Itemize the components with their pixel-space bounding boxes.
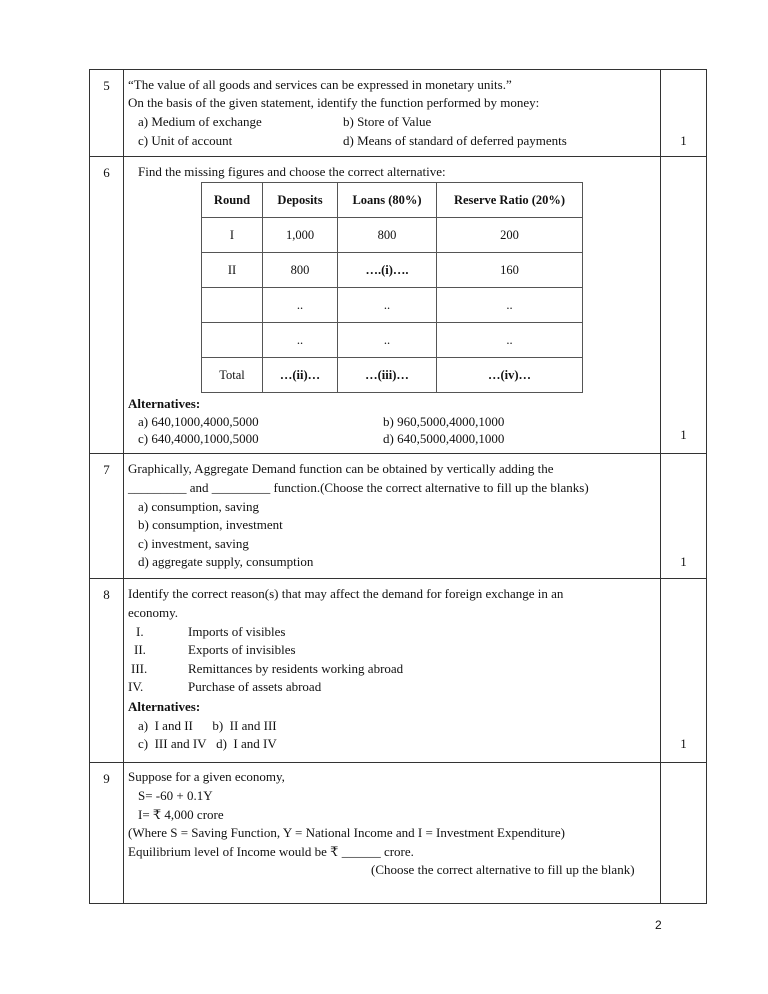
table-cell: .. — [338, 288, 437, 323]
question-text: Suppose for a given economy, — [128, 769, 285, 784]
option-d: d) 640,5000,4000,1000 — [383, 431, 505, 446]
option-c-d: c) III and IV d) I and IV — [138, 736, 277, 751]
marks-value: 1 — [680, 133, 687, 148]
question-row-7 — [89, 453, 707, 579]
table-cell: I — [202, 218, 263, 253]
question-instruction: (Choose the correct alternative to fill up the blank) — [371, 862, 635, 877]
table-cell — [202, 323, 263, 358]
table-header-row — [202, 183, 583, 218]
question-text: economy. — [128, 605, 179, 620]
table-total-row — [202, 358, 583, 393]
table-cell: …(ii)… — [263, 358, 338, 393]
table-cell: .. — [437, 288, 583, 323]
table-row — [202, 288, 583, 323]
list-item-number: III. — [131, 661, 148, 676]
question-row-8 — [89, 578, 707, 763]
option-c: c) investment, saving — [138, 536, 249, 551]
question-number: 7 — [103, 462, 110, 477]
option-d: d) aggregate supply, consumption — [138, 554, 314, 569]
page-number: 2 — [655, 918, 662, 932]
table-cell: …(iii)… — [338, 358, 437, 393]
question-text: _________ and _________ function.(Choose the correct alternative to fill up the blanks) — [128, 480, 589, 495]
question-text: (Where S = Saving Function, Y = National Income and I = Investment Expenditure) — [128, 825, 565, 840]
list-item-text: Exports of invisibles — [188, 642, 296, 657]
alternatives-heading: Alternatives: — [128, 699, 201, 714]
marks-cell — [660, 157, 706, 453]
option-b: b) 960,5000,4000,1000 — [383, 414, 505, 429]
column-header: Deposits — [263, 183, 338, 218]
table-cell: .. — [263, 323, 338, 358]
question-text: On the basis of the given statement, identify the function performed by money: — [128, 95, 540, 110]
question-text: Find the missing figures and choose the correct alternative: — [138, 164, 446, 179]
option-a: a) consumption, saving — [138, 499, 259, 514]
option-a: a) 640,1000,4000,5000 — [138, 414, 259, 429]
option-b: b) Store of Value — [343, 114, 432, 129]
option-b: b) consumption, investment — [138, 517, 283, 532]
option-c: c) Unit of account — [138, 133, 233, 148]
question-number-cell — [90, 579, 124, 762]
list-item-number: I. — [136, 624, 144, 639]
table-cell: 200 — [437, 218, 583, 253]
question-number: 6 — [103, 165, 110, 180]
table-cell: .. — [263, 288, 338, 323]
table-cell: 1,000 — [263, 218, 338, 253]
list-item-text: Purchase of assets abroad — [188, 679, 322, 694]
table-cell: II — [202, 253, 263, 288]
equation-saving: S= -60 + 0.1Y — [138, 788, 213, 803]
option-a-b: a) I and II b) II and III — [138, 718, 277, 733]
list-item-number: IV. — [128, 679, 144, 694]
question-text: Identify the correct reason(s) that may affect the demand for foreign exchange in an — [128, 586, 564, 601]
question-text: Equilibrium level of Income would be ₹ ______ crore. — [128, 844, 414, 859]
question-text: Graphically, Aggregate Demand function can be obtained by vertically adding the — [128, 461, 554, 476]
option-a: a) Medium of exchange — [138, 114, 262, 129]
question-row-6 — [89, 156, 707, 454]
table-cell: 800 — [263, 253, 338, 288]
table-cell: 800 — [338, 218, 437, 253]
question-number: 8 — [103, 587, 110, 602]
table-cell: .. — [338, 323, 437, 358]
question-number: 9 — [103, 771, 110, 786]
table-cell: ….(i)…. — [338, 253, 437, 288]
question-row-5 — [89, 69, 707, 157]
alternatives-heading: Alternatives: — [128, 396, 201, 411]
question-text: “The value of all goods and services can be expressed in monetary units.” — [128, 77, 512, 92]
table-row — [202, 218, 583, 253]
table-row — [202, 323, 583, 358]
option-c: c) 640,4000,1000,5000 — [138, 431, 259, 446]
question-number: 5 — [103, 78, 110, 93]
option-d: d) Means of standard of deferred payments — [343, 133, 567, 148]
table-row — [202, 253, 583, 288]
list-item-text: Remittances by residents working abroad — [188, 661, 404, 676]
table-cell — [202, 288, 263, 323]
list-item-text: Imports of visibles — [188, 624, 286, 639]
question-row-9 — [89, 762, 707, 904]
marks-cell — [660, 763, 706, 903]
bank-credit-table — [201, 182, 583, 393]
table-cell: .. — [437, 323, 583, 358]
marks-value: 1 — [680, 554, 687, 569]
table-cell: 160 — [437, 253, 583, 288]
list-item-number: II. — [134, 642, 146, 657]
column-header: Loans (80%) — [338, 183, 437, 218]
marks-value: 1 — [680, 427, 687, 442]
equation-investment: I= ₹ 4,000 crore — [138, 807, 224, 822]
table-cell: …(iv)… — [437, 358, 583, 393]
column-header: Round — [202, 183, 263, 218]
question-number-cell — [90, 157, 124, 453]
marks-value: 1 — [680, 736, 687, 751]
column-header: Reserve Ratio (20%) — [437, 183, 583, 218]
table-cell: Total — [202, 358, 263, 393]
